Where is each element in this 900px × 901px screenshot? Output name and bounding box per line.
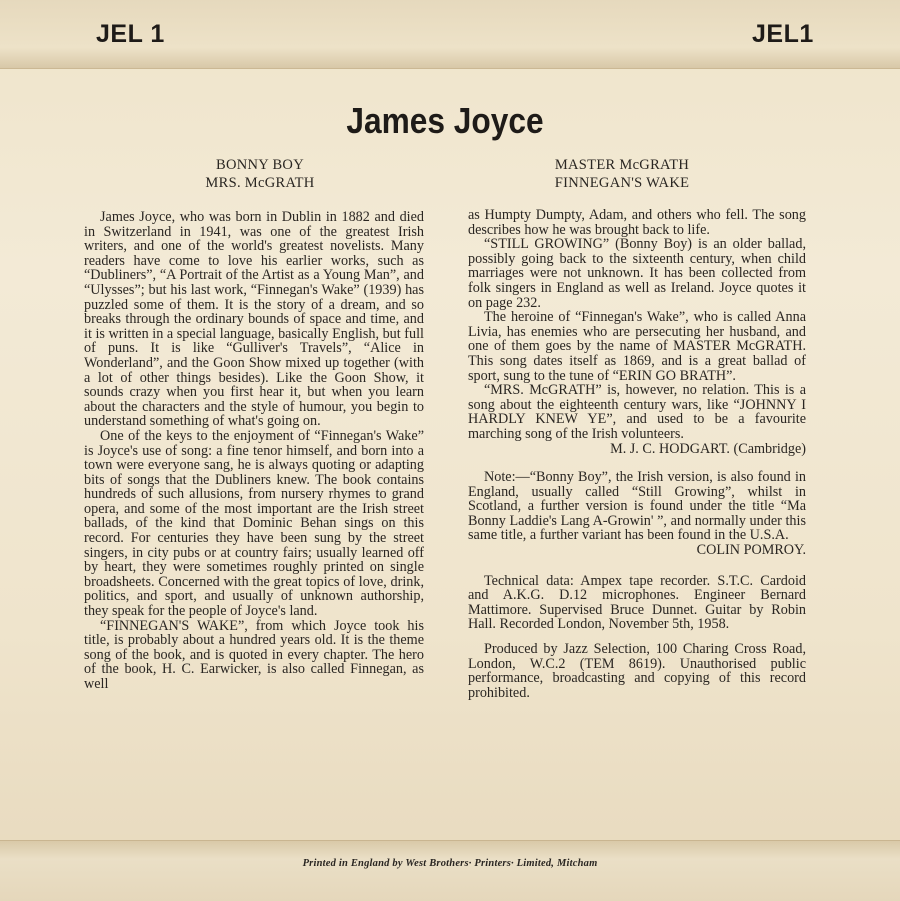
notes-paragraph: “FINNEGAN'S WAKE”, from which Joyce took his title, is probably about a hundred years old. It is the theme song of the book, and is quoted in every chapter. The hero of the book, H. C. Earwicker, is also called Finnegan, as well [84,617,424,692]
catalogue-number-left: JEL 1 [96,20,165,48]
notes-paragraph: The heroine of “Finnegan's Wake”, who is called Anna Livia, has enemies who are persecuting her husband, and one of them goes by the name of MASTER McGRATH. This song dates itself as 1869, and is a great ballad of sport, sung to the tune of “ERIN GO BRATH”. [468,309,806,384]
notes-continuation: as Humpty Dumpty, Adam, and others who fell. The song describes how he was brought back to life. [468,207,806,238]
note-signature: COLIN POMROY. [696,542,806,559]
song-title: BONNY BOY [216,157,304,173]
printer-credit: Printed in England by West Brothers· Printers· Limited, Mitcham [302,858,598,869]
notes-paragraph: “STILL GROWING” (Bonny Boy) is an older ballad, possibly going back to the sixteenth century, when child marriages were not unknown. It has been collected from folk singers in England as well as Ireland. Joyce quotes it on page 232. [468,236,806,311]
song-title: MRS. McGRATH [205,175,315,191]
bottom-band [0,840,900,901]
technical-data: Technical data: Ampex tape recorder. S.T.C. Cardoid and A.K.G. D.12 microphones. Engineer Bernard Mattimore. Supervised Bruce Dunnet. Guitar by Robin Hall. Recorded London, November 5th, 1958. [468,572,806,633]
author-signature: M. J. C. HODGART. (Cambridge) [610,440,806,457]
page-title: James Joyce [346,100,544,141]
notes-paragraph: “MRS. McGRATH” is, however, no relation. This is a song about the eighteenth century wars, like “JOHNNY I HARDLY KNEW YE”, and used to be a favourite marching song of the Irish volunteers. [468,382,806,442]
side-b-song-list [540,156,704,192]
note-paragraph: Note:—“Bonny Boy”, the Irish version, is also found in England, usually called “Still Growing”, whilst in Scotland, a further version is found under the title “Ma Bonny Laddie's Lang A-Growin' ”, and normally under this same title, a further variant has been found in the U.S.A. [468,469,806,544]
catalogue-number-right: JEL1 [752,20,814,48]
side-a-song-list [200,156,320,192]
song-title: FINNEGAN'S WAKE [554,175,690,191]
notes-left-column [84,210,424,692]
notes-paragraph: James Joyce, who was born in Dublin in 1882 and died in Switzerland in 1941, was one of the greatest Irish writers, and one of the world's greatest novelists. Many readers have come to love his earlier works, such as “Dubliners”, “A Portrait of the Artist as a Young Man”, and “Ulysses”; but his last work, “Finnegan's Wake” (1939) has puzzled some of them. It is the story of a dream, and so breaks through the ordinary bounds of space and time, and it is written in a special language, basically English, but full of puns. It is like “Gulliver's Travels”, “Alice in Wonderland”, and the Goon Show mixed up together (with a lot of other things besides). Like the Goon Show, it sounds crazy when you first hear it, but when you learn about the characters and the style of humour, you begin to understand something of what's going on. [84,209,424,430]
song-title: MASTER McGRATH [554,157,690,173]
notes-right-column [468,208,806,700]
notes-paragraph: One of the keys to the enjoyment of “Finnegan's Wake” is Joyce's use of song: a fine tenor himself, and born into a town were everyone sang, he is always quoting or adapting bits of songs that the Dubliners knew. The book contains hundreds of such allusions, from nursery rhymes to grand opera, and some of the most important are the Irish street ballads, of the kind that Dominic Behan sings on this record. For centuries they have been sung by the street singers, in city pubs or at country fairs; usually learned off by heart, they were sometimes roughly printed on single broadsheets. Concerned with the great topics of love, drink, politics, and sport, and usually of unknown authorship, they speak for the people of Joyce's land. [84,427,424,620]
production-credits: Produced by Jazz Selection, 100 Charing Cross Road, London, W.C.2 (TEM 8619). Unauthorised public performance, broadcasting and copying of this record prohibited. [468,641,806,701]
